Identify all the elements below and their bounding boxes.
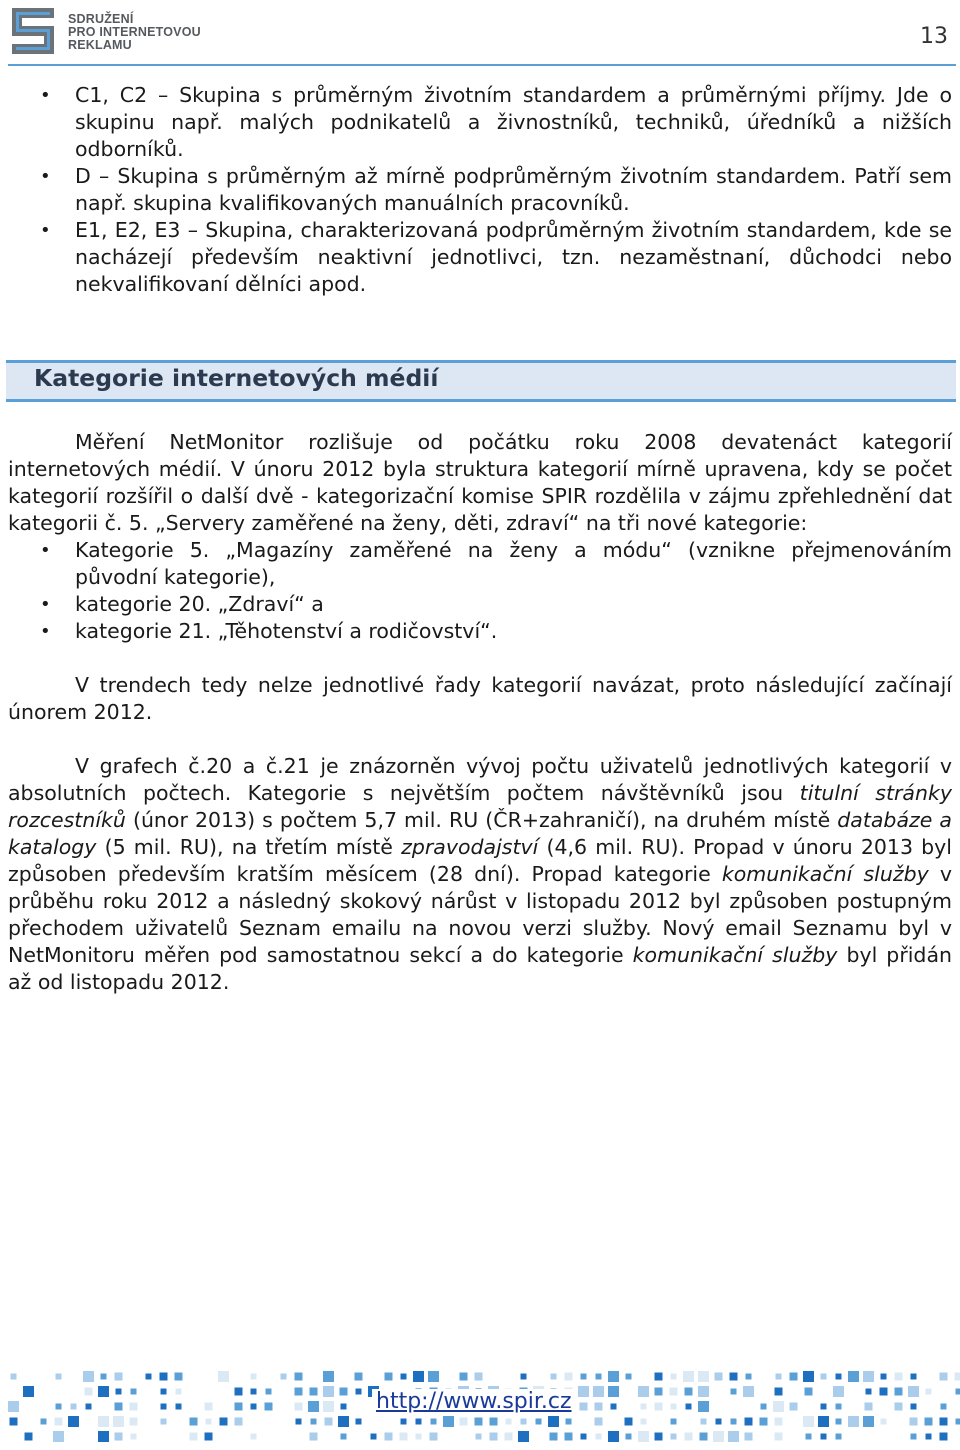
- emphasis: zpravodajství: [401, 835, 539, 859]
- logo-line: SDRUŽENÍ: [68, 12, 134, 26]
- list-item: • D – Skupina s průměrným až mírně podprůměrným životním standardem. Patří sem např. skupina kvalifikovaných manuálních pracovníků.: [8, 163, 952, 217]
- list-item: • kategorie 21. „Těhotenství a rodičovství“.: [8, 618, 952, 645]
- list-item: • kategorie 20. „Zdraví“ a: [8, 591, 952, 618]
- text-run: v průběhu roku 2012 a následný skokový nárůst v listopadu 2012 byl způsoben postupným přechodem uživatelů Seznam emailu na novou verzi služby. Nový email Seznamu byl v NetMonitoru měřen pod samostatnou sekcí a do kategorie: [8, 862, 952, 967]
- text-run: V grafech č.20 a č.21 je znázorněn vývoj počtu uživatelů jednotlivých kategorií v absolutních počtech. Kategorie s největším počtem návštěvníků jsou: [8, 754, 952, 805]
- segment-list: [8, 82, 952, 298]
- list-item: • C1, C2 – Skupina s průměrným životním standardem a průměrnými příjmy. Jde o skupinu např. malých podnikatelů a živnostníků, techniků, úředníků a nižších odborníků.: [8, 82, 952, 163]
- emphasis: komunikační služby: [632, 943, 838, 967]
- paragraph: [8, 753, 952, 996]
- paragraph: V trendech tedy nelze jednotlivé řady kategorií navázat, proto následující začínají únorem 2012.: [8, 673, 952, 724]
- logo-line: REKLAMU: [68, 38, 132, 52]
- text-run: (4,6 mil. RU). Propad v únoru 2013 byl způsoben především kratším měsícem (28 dní). Propad kategorie: [8, 835, 952, 886]
- logo-line: PRO INTERNETOVOU: [68, 25, 201, 39]
- text-run: (únor 2013) s počtem 5,7 mil. RU (ČR+zahraničí), na druhém místě: [125, 808, 838, 832]
- page-header: [0, 0, 960, 70]
- website-link[interactable]: http://www.spir.cz: [372, 1389, 576, 1414]
- text-run: (5 mil. RU), na třetím místě: [96, 835, 402, 859]
- emphasis: databáze a katalogy: [8, 808, 952, 859]
- logo-text: [68, 13, 201, 52]
- list-item: • Kategorie 5. „Magazíny zaměřené na ženy a módu“ (vznikne přejmenováním původní kategorie),: [8, 537, 952, 591]
- text-run: byl přidán až od listopadu 2012.: [8, 943, 953, 994]
- page-number: 13: [920, 24, 948, 49]
- emphasis: komunikační služby: [721, 862, 929, 886]
- page-content: [8, 82, 952, 996]
- emphasis: titulní stránky rozcestníků: [8, 781, 952, 832]
- header-divider: [8, 64, 956, 66]
- category-list: [8, 537, 952, 645]
- section-heading: [8, 360, 952, 402]
- list-item: • E1, E2, E3 – Skupina, charakterizovaná podprůměrným životním standardem, kde se nacházejí především neaktivní jednotlivci, tzn. nezaměstnaní, důchodci nebo nekvalifikovaní dělníci apod.: [8, 217, 952, 298]
- paragraph: Měření NetMonitor rozlišuje od počátku roku 2008 devatenáct kategorií internetových médií. V únoru 2012 byla struktura kategorií mírně upravena, kdy se počet kategorií rozšířil o další dvě - kategorizační komise SPIR rozdělila v zájmu zpřehlednění dat kategorii č. 5. „Servery zaměřené na ženy, děti, zdraví“ na tři nové kategorie:: [8, 430, 952, 535]
- section-title: Kategorie internetových médií: [34, 364, 439, 392]
- page-footer: [0, 1365, 960, 1450]
